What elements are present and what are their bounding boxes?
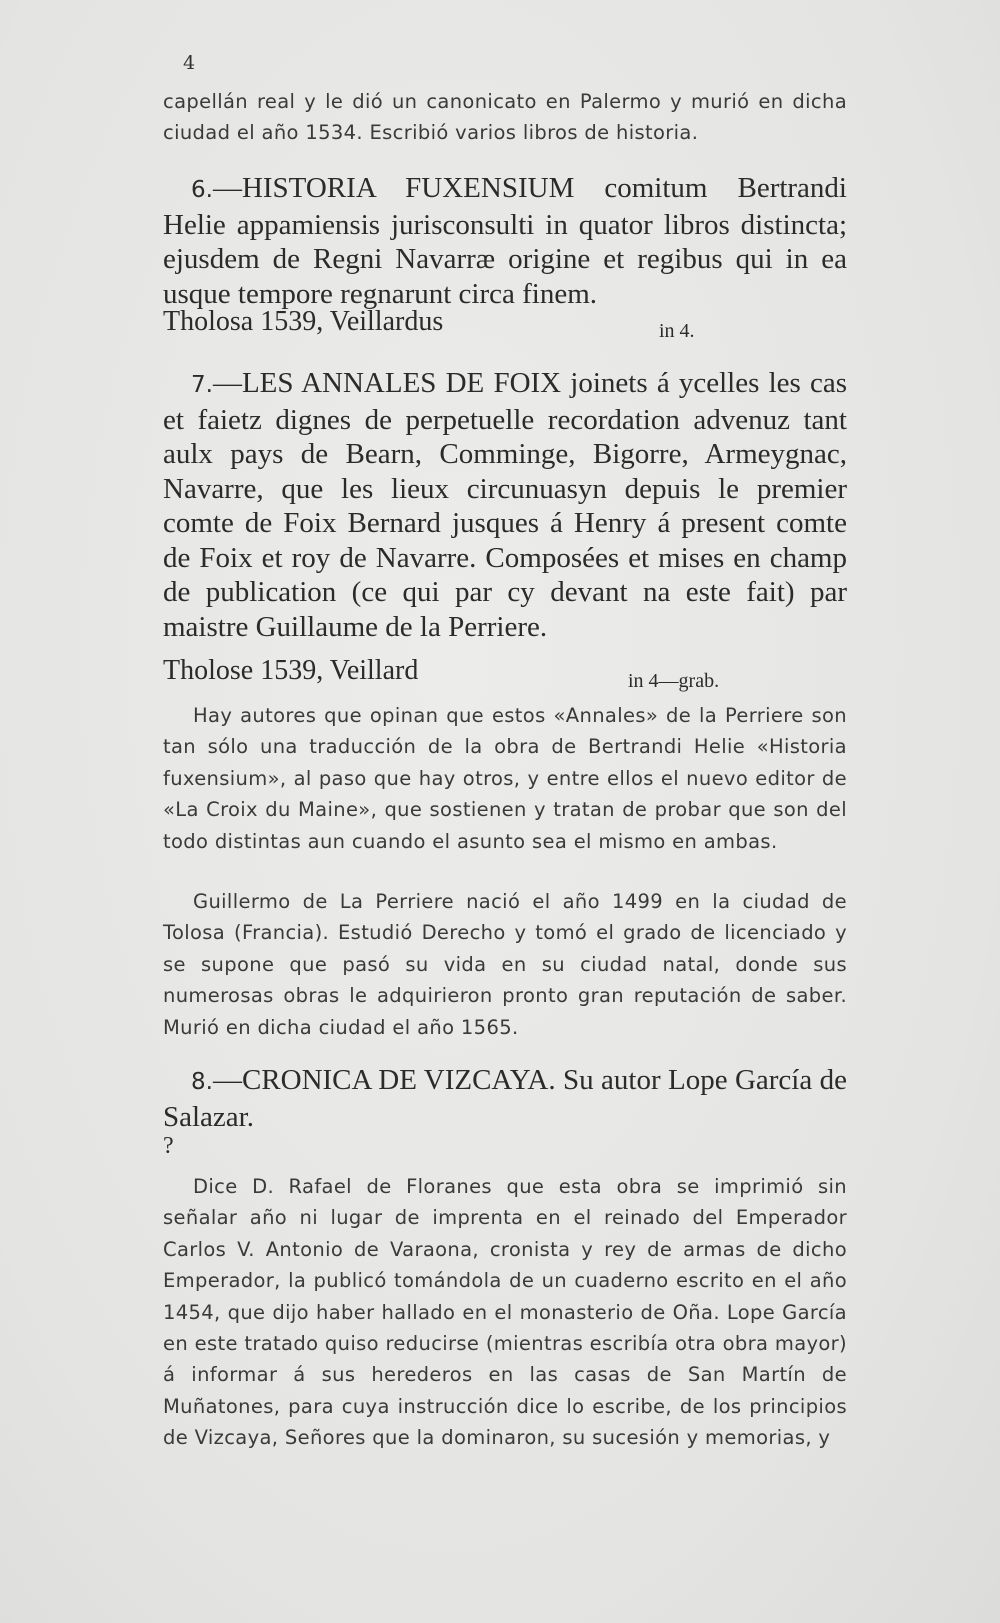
entry-7-number: 7.	[191, 372, 213, 398]
entry-8-title	[163, 1063, 847, 1134]
entry-6-imprint: Tholosa 1539, Veillardus	[163, 306, 444, 337]
entry-8-note-text: Dice D. Rafael de Floranes que esta obra se imprimió sin señalar año ni lugar de imprenta en el reinado del Emperador Carlos V. Antonio de Varaona, cronista y rey de armas de dicho Emperador, la publicó tomándola de un cuaderno escrito en el año 1454, que dijo haber hallado en el monasterio de Oña. Lope García en este tratado quiso reducirse (mientras escribía otra obra mayor) á informar á sus herederos en las casas de San Martín de Muñatones, para cuya instrucción dice lo escribe, de los principios de Vizcaya, Señores que la dominaron, su sucesión y memorias, y	[163, 1175, 847, 1450]
entry-8-imprint: ?	[163, 1133, 174, 1159]
entry-6-text: —HISTORIA FUXENSIUM comitum Bertrandi Helie appamiensis jurisconsulti in quator libros distincta; ejusdem de Regni Navarræ origine et regibus qui in ea usque tempore regnarunt circa finem.	[163, 172, 847, 310]
entry-7-note-2	[163, 886, 847, 1043]
intro-paragraph	[163, 86, 847, 149]
entry-7-note-1-text: Hay autores que opinan que estos «Annales» de la Perriere son tan sólo una traducción de la obra de Bertrandi Helie «Historia fuxensium», al paso que hay otros, y entre ellos el nuevo editor de «La Croix du Maine», que sostienen y tratan de probar que son del todo distintas aun cuando el asunto sea el mismo en ambas.	[163, 704, 847, 853]
entry-7-text: —LES ANNALES DE FOIX joinets á ycelles les cas et faietz dignes de perpetuelle recordation advenuz tant aulx pays de Bearn, Comminge, Bigorre, Armeygnac, Navarre, que les lieux circunuasyn depuis le premier comte de Foix Bernard jusques á Henry á present comte de Foix et roy de Navarre. Composées et mises en champ de publication (ce qui par cy devant na este fait) par maistre Guillaume de la Perriere.	[163, 367, 847, 643]
entry-6-title	[163, 171, 847, 311]
intro-text: capellán real y le dió un canonicato en Palermo y murió en dicha ciudad el año 1534. Escribió varios libros de historia.	[163, 90, 847, 145]
entry-6-number: 6.	[191, 177, 213, 203]
entry-7-note-2-text: Guillermo de La Perriere nació el año 1499 en la ciudad de Tolosa (Francia). Estudió Derecho y tomó el grado de licenciado y se supone que pasó su vida en su ciudad natal, donde sus numerosas obras le adquirieron pronto gran reputación de saber. Murió en dicha ciudad el año 1565.	[163, 890, 847, 1039]
entry-8-text: —CRONICA DE VIZCAYA. Su autor Lope García de Salazar.	[163, 1064, 847, 1133]
entry-8-note	[163, 1171, 847, 1454]
page-number: 4	[183, 52, 196, 74]
entry-8-number: 8.	[191, 1069, 213, 1095]
entry-7-imprint: Tholose 1539, Veillard	[163, 655, 419, 686]
entry-7-format: in 4—grab.	[628, 670, 720, 692]
entry-7-note-1	[163, 700, 847, 857]
entry-7-title	[163, 366, 847, 644]
entry-6-format: in 4.	[659, 320, 695, 342]
